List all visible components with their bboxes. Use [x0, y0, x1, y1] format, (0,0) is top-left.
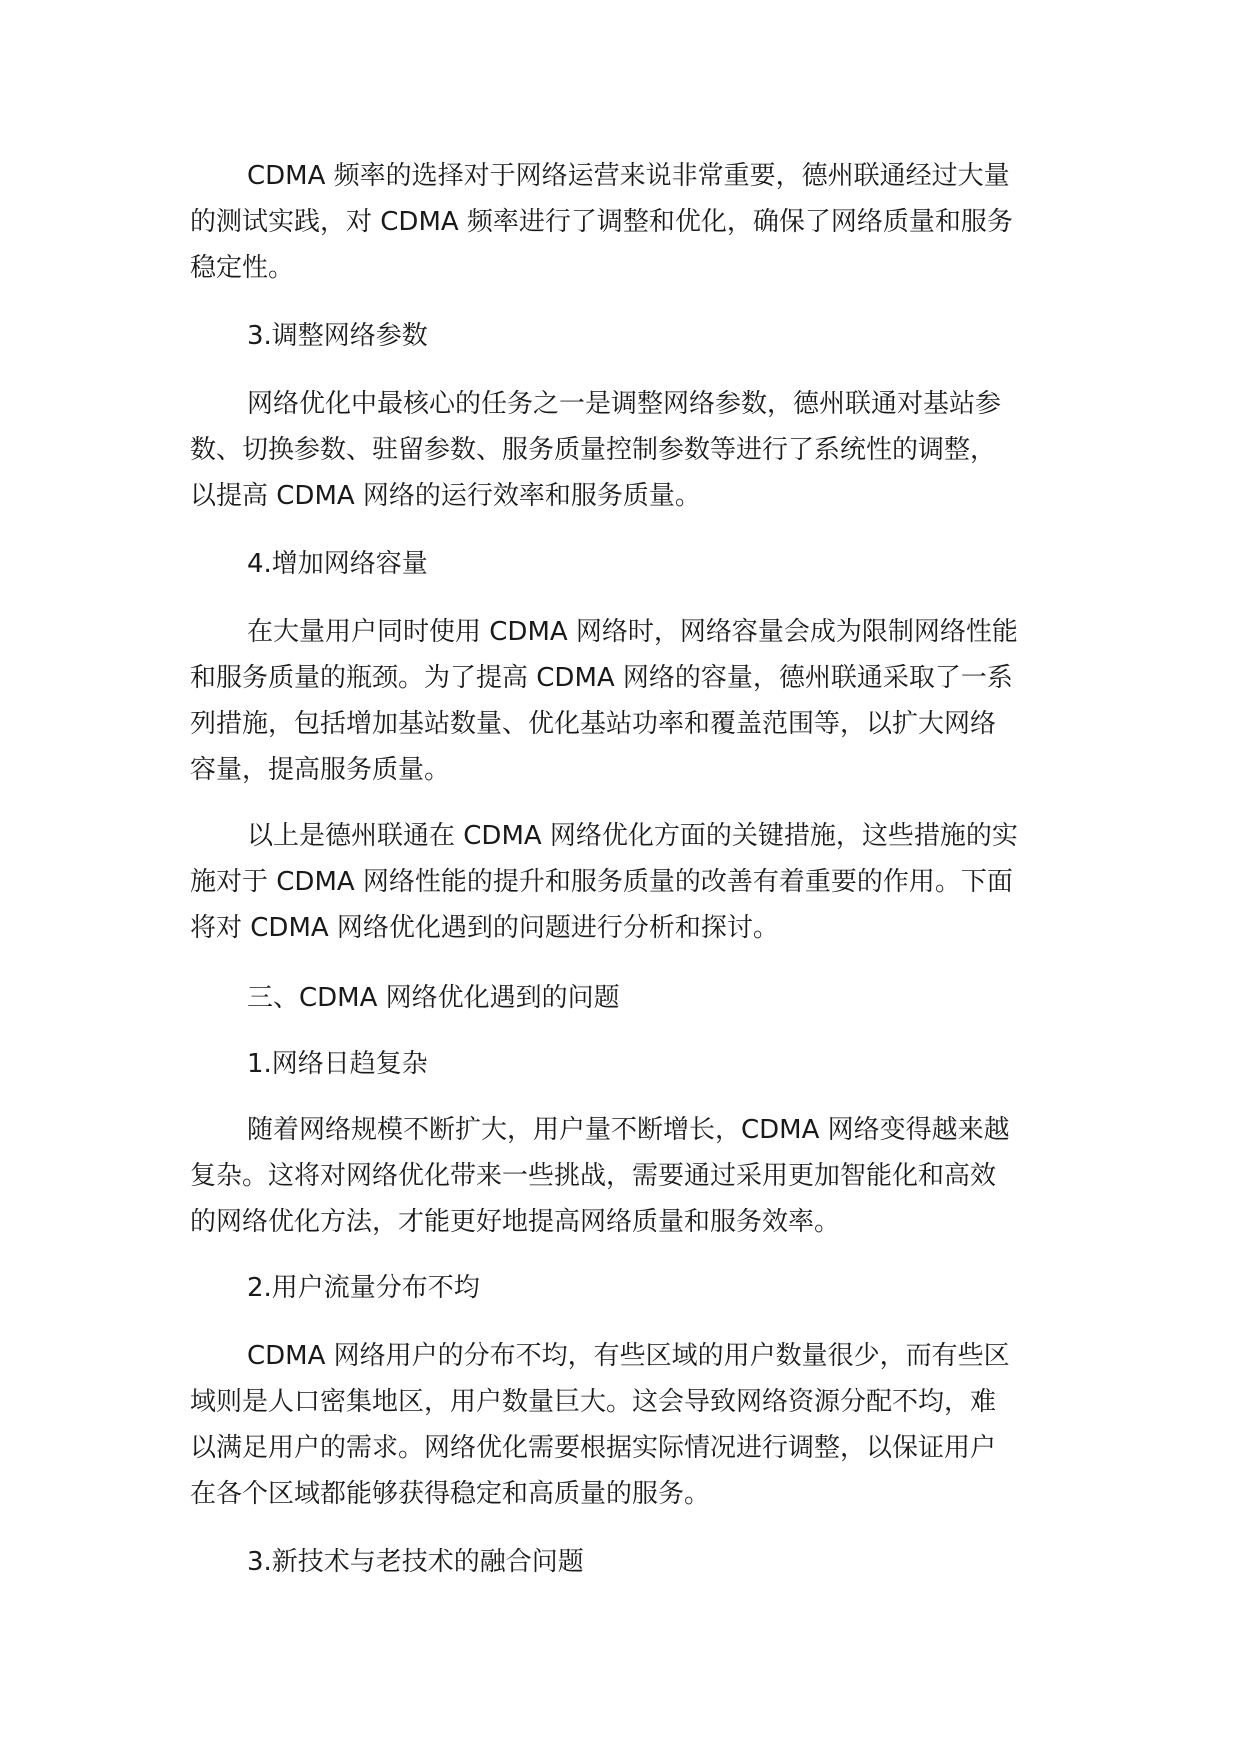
paragraph-line: 域则是人口密集地区，用户数量巨大。这会导致网络资源分配不均，难: [190, 1387, 997, 1417]
paragraph-line: 以上是德州联通在 CDMA 网络优化方面的关键措施，这些措施的实: [247, 821, 1018, 851]
paragraph-line: 在大量用户同时使用 CDMA 网络时，网络容量会成为限制网络性能: [247, 617, 1018, 647]
paragraph-line: 容量，提高服务质量。: [190, 755, 451, 785]
paragraph-line: 数、切换参数、驻留参数、服务质量控制参数等进行了系统性的调整，: [190, 435, 997, 465]
paragraph-line: 的测试实践，对 CDMA 频率进行了调整和优化，确保了网络质量和服务: [190, 207, 1013, 237]
paragraph-line: CDMA 频率的选择对于网络运营来说非常重要，德州联通经过大量: [247, 161, 1010, 191]
section-heading: 3.新技术与老技术的融合问题: [247, 1547, 584, 1577]
paragraph-line: 复杂。这将对网络优化带来一些挑战，需要通过采用更加智能化和高效: [190, 1161, 997, 1191]
section-heading: 2.用户流量分布不均: [247, 1273, 480, 1303]
paragraph-line: 施对于 CDMA 网络性能的提升和服务质量的改善有着重要的作用。下面: [190, 867, 1013, 897]
section-heading: 3.调整网络参数: [247, 321, 428, 351]
chapter-heading: 三、CDMA 网络优化遇到的问题: [247, 983, 620, 1013]
paragraph-line: 网络优化中最核心的任务之一是调整网络参数，德州联通对基站参: [247, 389, 1002, 419]
paragraph-line: 将对 CDMA 网络优化遇到的问题进行分析和探讨。: [190, 913, 779, 943]
section-heading: 1.网络日趋复杂: [247, 1049, 428, 1079]
paragraph-line: 以满足用户的需求。网络优化需要根据实际情况进行调整，以保证用户: [190, 1433, 997, 1463]
paragraph-line: 在各个区域都能够获得稳定和高质量的服务。: [190, 1479, 711, 1509]
paragraph-line: 稳定性。: [190, 253, 295, 283]
paragraph-line: CDMA 网络用户的分布不均，有些区域的用户数量很少，而有些区: [247, 1341, 1010, 1371]
section-heading: 4.增加网络容量: [247, 549, 428, 579]
paragraph-line: 列措施，包括增加基站数量、优化基站功率和覆盖范围等，以扩大网络: [190, 709, 997, 739]
paragraph-line: 随着网络规模不断扩大，用户量不断增长，CDMA 网络变得越来越: [247, 1115, 1010, 1145]
paragraph-line: 的网络优化方法，才能更好地提高网络质量和服务效率。: [190, 1207, 841, 1237]
paragraph-line: 以提高 CDMA 网络的运行效率和服务质量。: [190, 481, 701, 511]
paragraph-line: 和服务质量的瓶颈。为了提高 CDMA 网络的容量，德州联通采取了一系: [190, 663, 1013, 693]
